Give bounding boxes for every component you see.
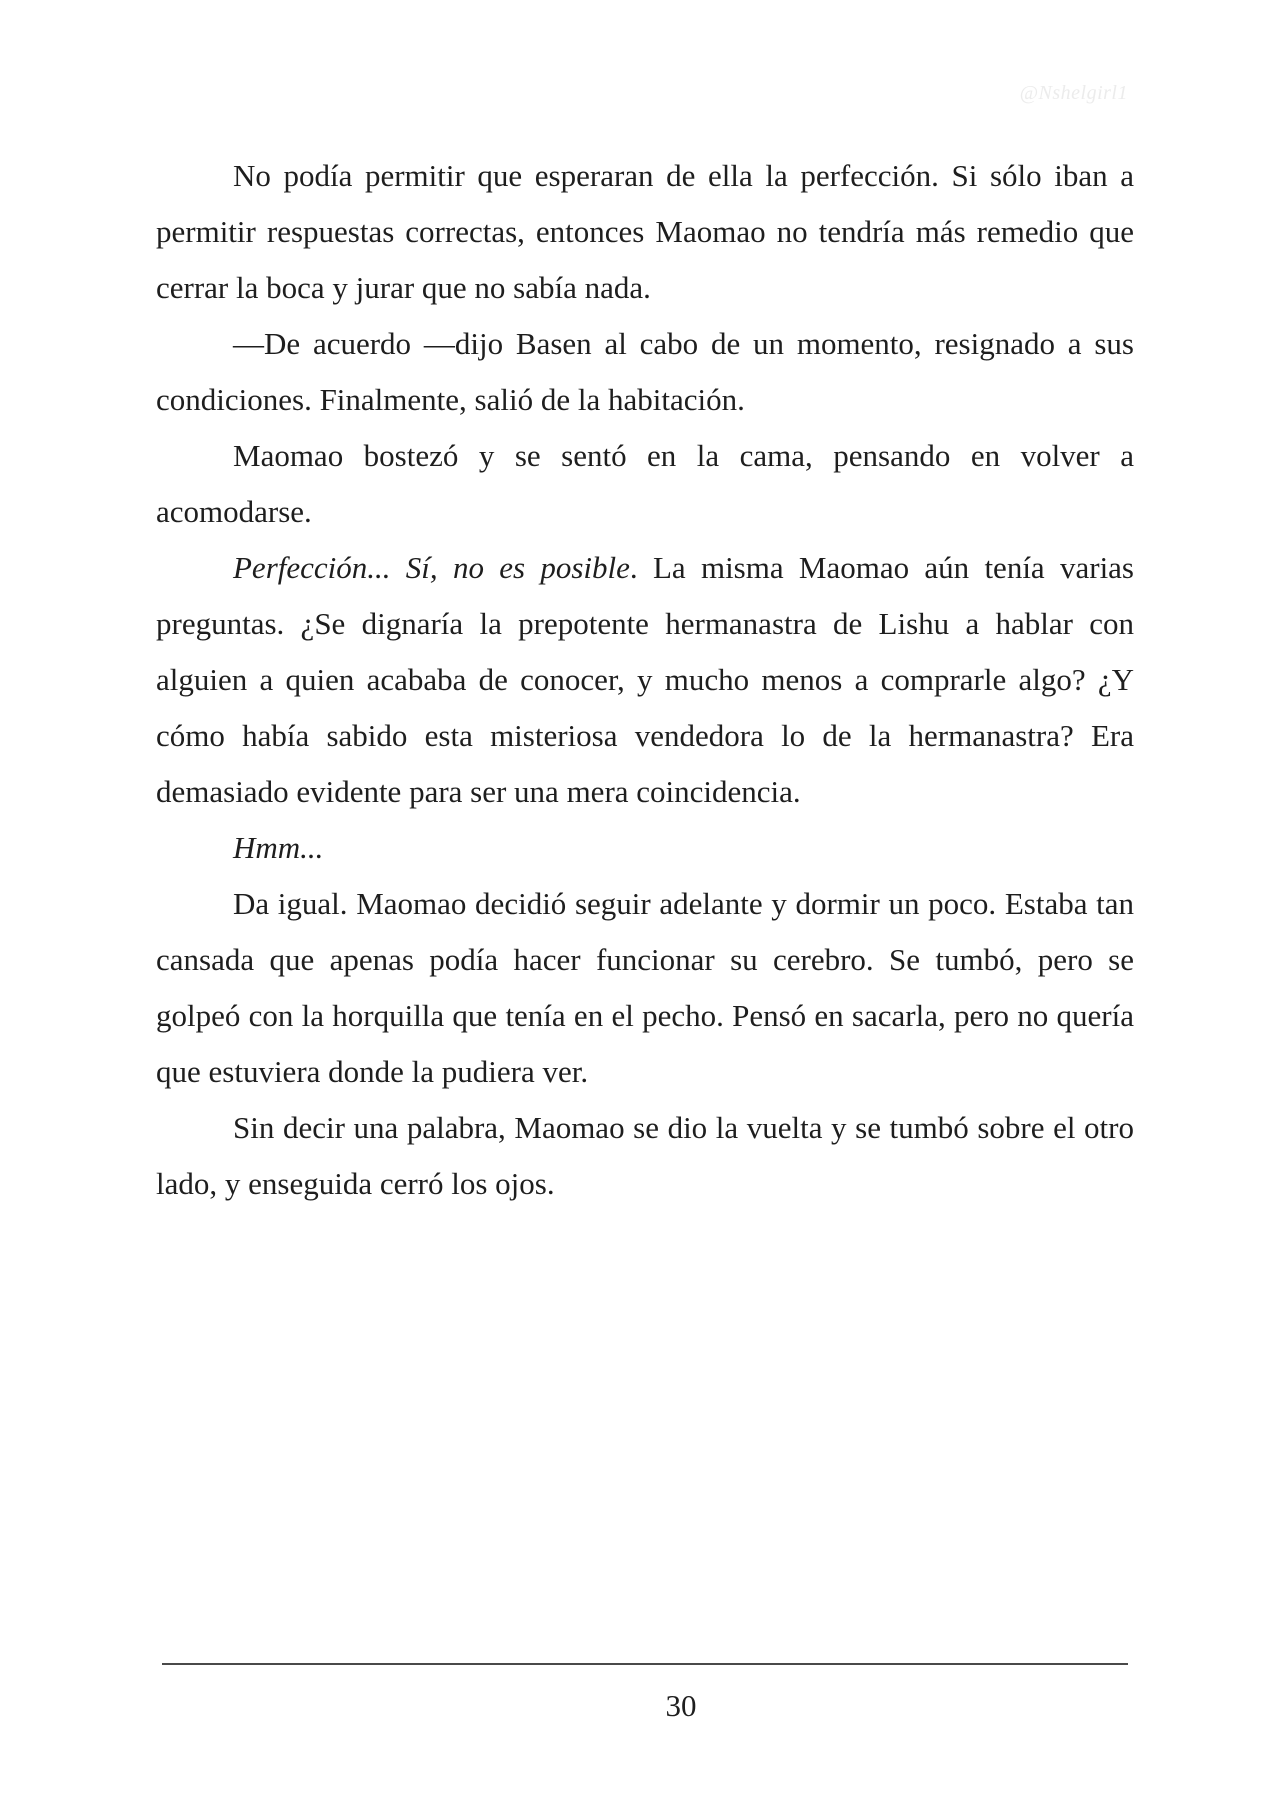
paragraph-2-text: —De acuerdo —dijo Basen al cabo de un momento, resignado a sus condiciones. Finalmente, salió de la habitación. — [156, 326, 1134, 417]
paragraph-7 — [156, 1100, 1134, 1212]
body-text — [156, 148, 1134, 1212]
paragraph-1-text: No podía permitir que esperaran de ella la perfección. Si sólo iban a permitir respuestas correctas, entonces Maomao no tendría más remedio que cerrar la boca y jurar que no sabía nada. — [156, 158, 1134, 305]
paragraph-5-italic: Hmm... — [233, 830, 324, 865]
paragraph-3 — [156, 428, 1134, 540]
paragraph-6-text: Da igual. Maomao decidió seguir adelante y dormir un poco. Estaba tan cansada que apenas podía hacer funcionar su cerebro. Se tumbó, pero se golpeó con la horquilla que tenía en el pecho. Pensó en sacarla, pero no quería que estuviera donde la pudiera ver. — [156, 886, 1134, 1089]
page-number: 30 — [665, 1688, 697, 1723]
paragraph-1 — [156, 148, 1134, 316]
paragraph-7-text: Sin decir una palabra, Maomao se dio la vuelta y se tumbó sobre el otro lado, y enseguida cerró los ojos. — [156, 1110, 1134, 1201]
watermark: @Nshelgirl1 — [1019, 82, 1128, 104]
paragraph-4 — [156, 540, 1134, 820]
paragraph-2 — [156, 316, 1134, 428]
paragraph-5 — [156, 820, 1134, 876]
paragraph-3-text: Maomao bostezó y se sentó en la cama, pensando en volver a acomodarse. — [156, 438, 1134, 529]
paragraph-4-italic: Perfección... Sí, no es posible — [233, 550, 630, 585]
paragraph-4-text: . La misma Maomao aún tenía varias preguntas. ¿Se dignaría la prepotente hermanastra de Lishu a hablar con alguien a quien acababa de conocer, y mucho menos a comprarle algo? ¿Y cómo había sabido esta misteriosa vendedora lo de la hermanastra? Era demasiado evidente para ser una mera coincidencia. — [156, 550, 1134, 809]
footer-divider — [162, 1663, 1128, 1665]
paragraph-6 — [156, 876, 1134, 1100]
